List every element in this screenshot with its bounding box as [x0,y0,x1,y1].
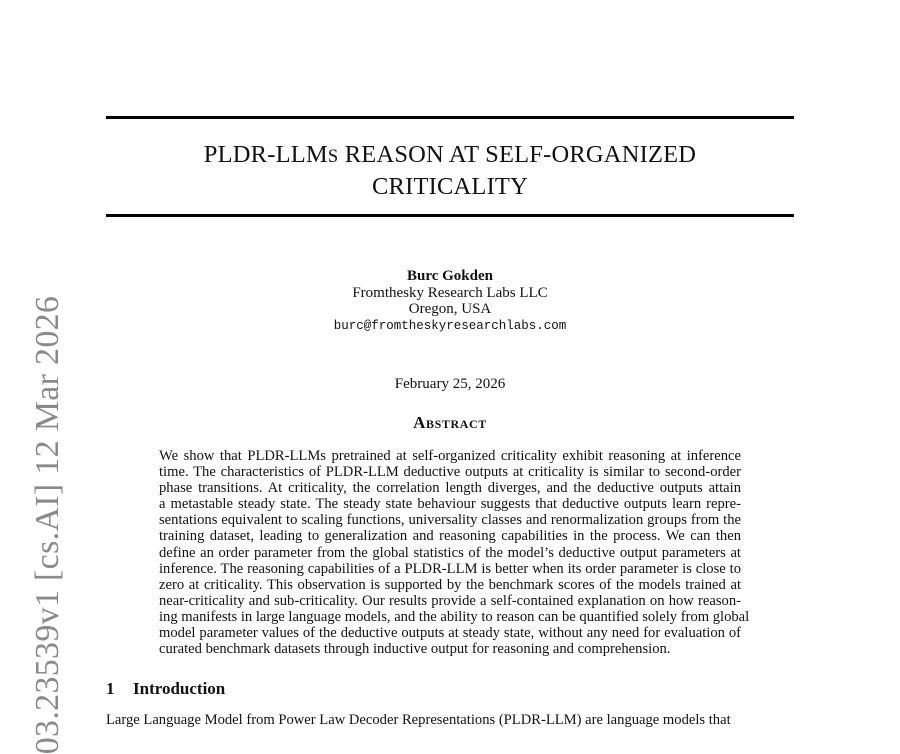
author-affiliation: Fromthesky Research Labs LLC [352,284,548,301]
abstract-line: ing manifests in large language models, and the ability to reason can be quantified solely from global [159,608,750,625]
title-smallcaps: S [327,147,339,167]
abstract-line: inference. The reasoning capabilities of a PLDR-LLM is better when its order parameter is close to [159,560,741,577]
abstract-line: a metastable steady state. The steady state behaviour suggests that deductive outputs learn repre- [159,496,741,513]
author-name: Burc Gokden [407,268,493,284]
abstract-line: sentations equivalent to scaling functions, universality classes and renormalization groups from the [159,512,741,529]
title-prefix: PLDR-LLM [203,141,328,168]
author-location: Oregon, USA [408,301,492,317]
abstract-line: model parameter values of the deductive outputs at steady state, without any need for evaluation of [159,625,741,642]
abstract-line: training dataset, leading to generalization and reasoning capabilities in the process. We can then [159,528,741,545]
section-title: Introduction [133,679,226,698]
abstract-line: We show that PLDR-LLMs pretrained at self-organized criticality exhibit reasoning at inference [159,448,741,464]
abstract-line: near-criticality and sub-criticality. Our results provide a self-contained explanation on how reason- [159,592,741,609]
title-suffix: REASON AT SELF-ORGANIZED [338,141,697,168]
section-number: 1 [106,679,115,698]
paper-date: February 25, 2026 [394,376,506,392]
title-top-rule [106,116,794,119]
abstract-line: define an order parameter from the global statistics of the model’s deductive output parameters at [159,544,741,561]
abstract-body [159,448,750,658]
author-email[interactable]: burc@fromtheskyresearchlabs.com [333,318,567,333]
abstract-heading: Abstract [413,413,487,432]
abstract-line: time. The characteristics of PLDR-LLM deductive outputs at criticality is similar to second-order [159,464,741,481]
introduction-first-line: Large Language Model from Power Law Decoder Representations (PLDR-LLM) are language models that [106,712,731,728]
abstract-line: zero at criticality. This observation is supported by the benchmark scores of the models trained at [159,576,741,593]
author-block [0,268,900,334]
title-bottom-rule [106,214,794,217]
paper-title-line-2: CRITICALITY [372,173,528,200]
abstract-line: curated benchmark datasets through inductive output for reasoning and comprehension. [159,641,671,658]
paper-title-line-1 [106,140,794,172]
arxiv-identifier-stamp: 03.23539v1 [cs.AI] 12 Mar 2026 [29,295,66,754]
section-heading-introduction [106,679,225,699]
abstract-line: phase transitions. At criticality, the correlation length diverges, and the deductive outputs attain [159,480,741,497]
paper-title [106,140,794,202]
